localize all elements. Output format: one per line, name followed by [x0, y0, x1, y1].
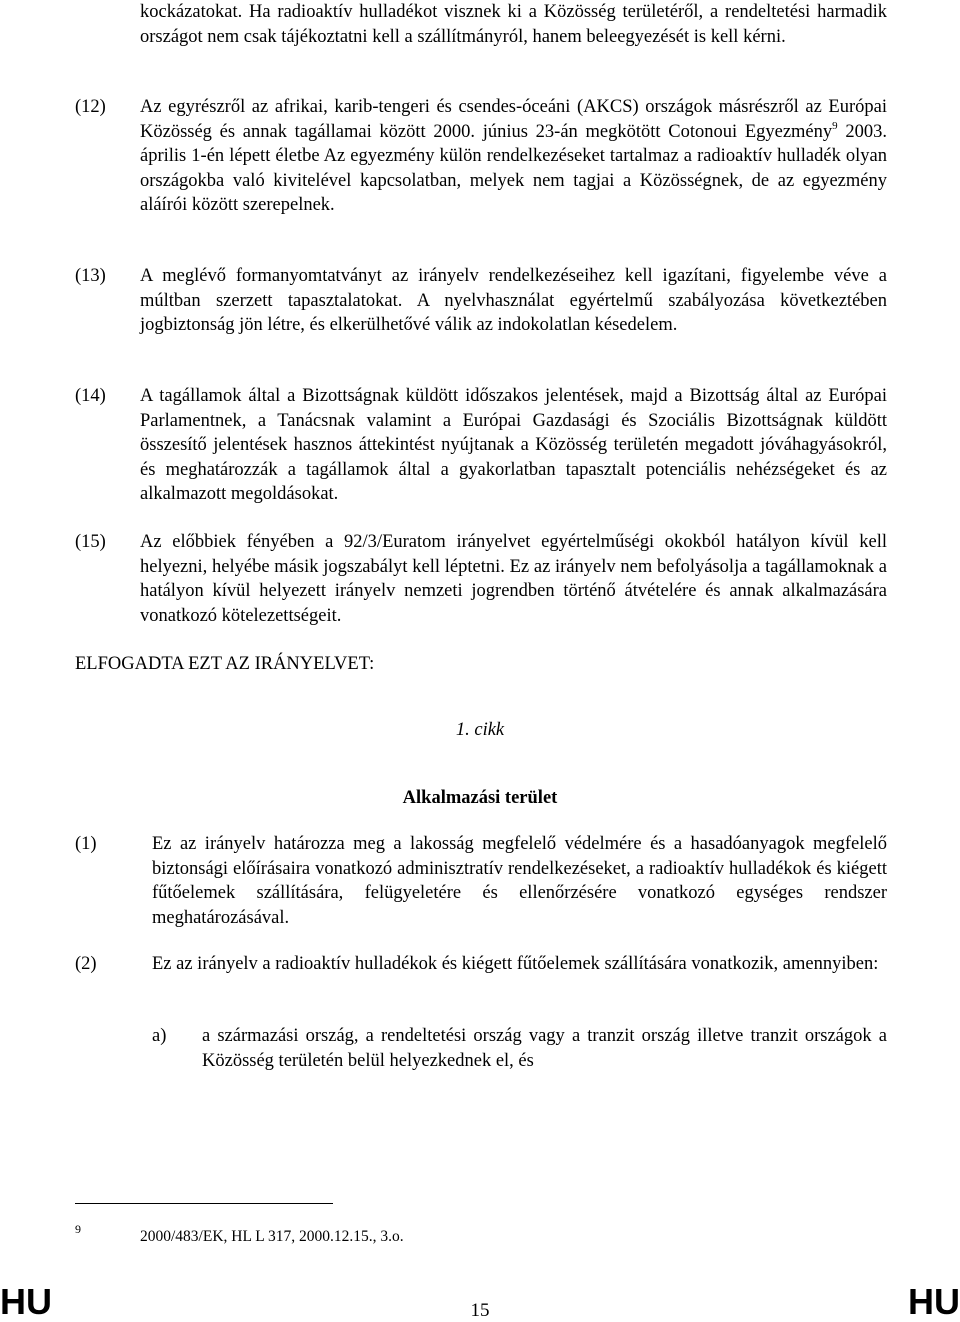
footnote-number: 9 — [75, 1222, 81, 1236]
page-number: 15 — [470, 1300, 490, 1321]
article-title: Alkalmazási terület — [402, 788, 558, 808]
paragraph-text: Ez az irányelv a radioaktív hulladékok és kiégett fűtőelemek szállítására vonatkozik, amennyiben: — [152, 954, 879, 974]
continuation-paragraph: kockázatokat. Ha radioaktív hulladékot visznek ki a Közösség területéről, a rendeltetési harmadik országot nem csak tájékoztatni kell a szállítmányról, hanem beleegyezését is kell kérni. — [140, 2, 887, 47]
footnote-separator — [75, 1203, 333, 1204]
recital-number: (13) — [75, 266, 106, 286]
footer-language-left: HU — [0, 1281, 52, 1322]
recital-text: A meglévő formanyomtatványt az irányelv rendelkezéseihez kell igazítani, figyelembe véve a múltban szerzett tapasztalatokat. A nyelvhasználat egyértelmű szabályozása következtében jogbiztonság jön létre, és elkerülhetővé válik az indokolatlan késedelem. — [140, 266, 887, 336]
footer-language-right: HU — [908, 1281, 960, 1322]
adoption-statement: ELFOGADTA EZT AZ IRÁNYELVET: — [75, 654, 375, 674]
recital-13 — [75, 264, 887, 364]
sub-item-label: a) — [152, 1026, 167, 1046]
paragraph-number: (1) — [75, 834, 97, 854]
recital-text: Az előbbiek fényében a 92/3/Euratom irányelvet egyértelműségi okokból hatályon kívül kell helyezni, helyébe másik jogszabályt kell léptetni. Ez az irányelv nem befolyásolja a tagállamoknak a hatályon kívül helyezett irányelv nemzeti jogrendben történő átvételére és annak alkalmazására vonatkozó kötelezettségeit. — [140, 532, 887, 626]
recital-text — [140, 95, 887, 218]
recital-12 — [75, 95, 887, 243]
recital-number: (14) — [75, 386, 106, 406]
footnote-text: 2000/483/EK, HL L 317, 2000.12.15., 3.o. — [140, 1228, 404, 1245]
recital-text-part: 2003. április 1-én lépett életbe Az egyezmény külön rendelkezéseket tartalmaz a radioaktív hulladék olyan országokba való kivitelével kapcsolatban, melyek nem tagjai a Közösségnek, de az egyezmény aláírói között szerepelnek. — [140, 121, 887, 216]
footnote-reference: 9 — [832, 119, 838, 132]
recital-number: (15) — [75, 532, 106, 552]
sub-item-text: a származási ország, a rendeltetési ország vagy a tranzit ország illetve tranzit országok a Közösség területén belül helyezkednek el, és — [202, 1026, 887, 1071]
sub-item-a — [152, 1024, 887, 1076]
recital-14 — [75, 384, 887, 508]
paragraph-number: (2) — [75, 954, 97, 974]
recital-number: (12) — [75, 97, 106, 117]
article-paragraph-2 — [75, 952, 887, 1004]
recital-text-part: Az egyrészről az afrikai, karib-tengeri és csendes-óceáni (AKCS) országok másrészről az Európai Közösség és annak tagállamai között 2000. június 23-án megkötött Cotonoui Egyezmény — [140, 97, 887, 142]
paragraph-text: Ez az irányelv határozza meg a lakosság megfelelő védelmére és a hasadóanyagok megfelelő biztonsági előírásaira vonatkozó adminisztratív rendelkezéseket, a radioaktív hulladékok és kiégett fűtőelemek szállítására, felügyeletére és ellenőrzésére vonatkozó egységes rendszer meghatározásával. — [152, 834, 887, 928]
article-number: 1. cikk — [455, 720, 505, 740]
recital-15 — [75, 530, 887, 630]
article-paragraph-1 — [75, 832, 887, 932]
recital-text: A tagállamok által a Bizottságnak küldött időszakos jelentések, majd a Bizottság által az Európai Parlamentnek, a Tanácsnak valamint a Európai Gazdasági és Szociális Bizottságnak küldött összesítő jelentések hasznos áttekintést nyújtanak a Közösség területén megadott jóváhagyásokról, és meghatározzák a tagállamok által a gyakorlatban tapasztalt potenciális nehézségeket és az alkalmazott megoldásokat. — [140, 386, 887, 505]
